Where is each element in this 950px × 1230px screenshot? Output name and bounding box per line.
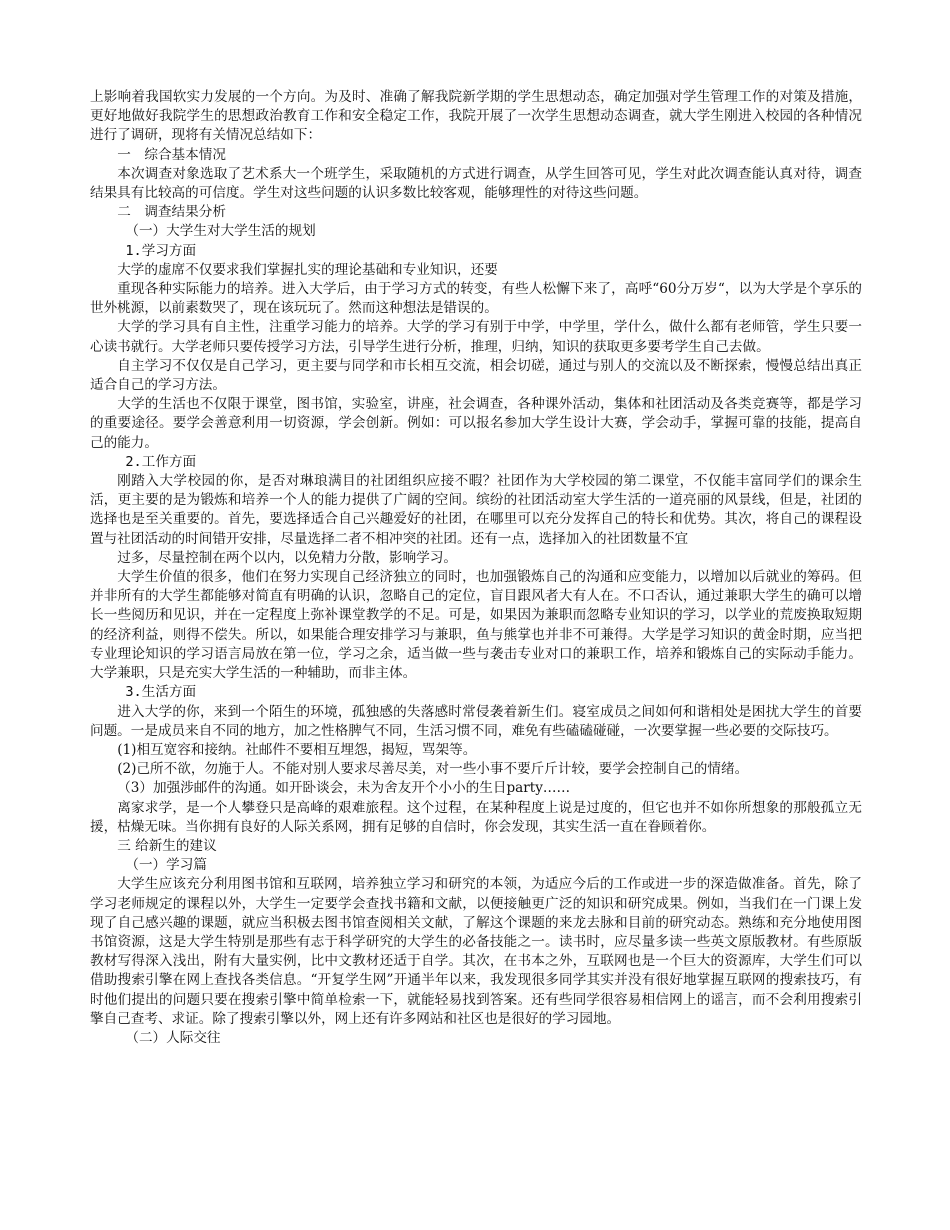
body-paragraph: 大学生应该充分利用图书馆和互联网，培养独立学习和研究的本领，为适应今后的工作或进一步的深造做准备。首先，除了学习老师规定的课程以外，大学生一定要学会查找书籍和文献，以便接触更广泛的知识和研究成果。例如，当我们在一门课上发现了自己感兴趣的课题，就应当积极去图书馆查阅相关文献，了解这个课题的来龙去脉和目前的研究动态。熟练和充分地使用图书馆资源，这是大学生特别是那些有志于科学研究的大学生的必备技能之一。读书时，应尽量多读一些英文原版教材。有些原版教材写得深入浅出，附有大量实例，比中文教材还适于自学。其次，在书本之外，互联网也是一个巨大的资源库，大学生们可以借助搜索引擎在网上查找各类信息。“开复学生网”开通半年以来，我发现很多同学其实并没有很好地掌握互联网的搜索技巧，有时他们提出的问题只要在搜索引擎中简单检索一下，就能轻易找到答案。还有些同学很容易相信网上的谣言，而不会利用搜索引擎自己查考、求证。除了搜索引擎以外，网上还有许多网站和社区也是很好的学习园地。 (90, 876, 862, 1027)
section-heading-3: 三 给新生的建议 (117, 837, 217, 854)
intro-paragraph: 上影响着我国软实力发展的一个方向。为及时、准确了解我院新学期的学生思想动态，确定加强对学生管理工作的对策及措施，更好地做好我院学生的思想政治教育工作和安全稳定工作，我院开展了一次学生思想动态调查，就大学生刚进入校园的各种情况进行了调研，现将有关情况总结如下： (90, 89, 862, 144)
body-paragraph: 自主学习不仅仅是自己学习，更主要与同学和市长相互交流，相会切磋，通过与别人的交流以及不断探索，慢慢总结出真正适合自己的学习方法。 (90, 357, 862, 394)
body-paragraph: 刚踏入大学校园的你，是否对琳琅满目的社团组织应接不暇？社团作为大学校园的第二课堂，不仅能丰富同学们的课余生活，更主要的是为锻炼和培养一个人的能力提供了广阔的空间。缤纷的社团活动室大学生活的一道亮丽的风景线，但是，社团的选择也是至关重要的。首先，要选择适合自己兴趣爱好的社团，在哪里可以充分发挥自己的特长和优势。其次，将自己的课程设置与社团活动的时间错开安排，尽量选择二者不相冲突的社团。还有一点，选择加入的社团数量不宜 (90, 473, 862, 547)
body-paragraph: 大学的学习具有自主性，注重学习能力的培养。大学的学习有别于中学，中学里，学什么，做什么都有老师管，学生只要一心读书就行。大学老师只要传授学习方法，引导学生进行分析，推理，归纳，知识的获取更多要考学生自己去做。 (90, 319, 862, 355)
section-heading-1: 一 综合基本情况 (117, 146, 226, 163)
item-heading-study: 1.学习方面 (125, 242, 197, 259)
item-heading-life: 3.生活方面 (125, 684, 197, 701)
body-paragraph: 大学的生活也不仅限于课堂，图书馆，实验室，讲座，社会调查，各种课外活动，集体和社团活动及各类竞赛等，都是学习的重要途径。要学会善意利用一切资源，学会创新。例如：可以报名参加大学生设计大赛，学会动手，掌握可靠的技能，提高自己的能力。 (90, 396, 862, 451)
body-paragraph: 过多，尽量控制在两个以内，以免精力分散，影响学习。 (117, 549, 458, 566)
body-paragraph: 大学生价值的很多，他们在努力实现自己经济独立的同时，也加强锻炼自己的沟通和应变能力，以增加以后就业的筹码。但并非所有的大学生都能够对简直有明确的认识，忽略自己的定位，盲目跟风者大有人在。不口否认，通过兼职大学生的确可以增长一些阅历和见识，并在一定程度上弥补课堂教学的不足。可是，如果因为兼职而忽略专业知识的学习，以学业的荒废换取短期的经济利益，则得不偿失。所以，如果能合理安排学习与兼职，鱼与熊掌也并非不可兼得。大学是学习知识的黄金时期，应当把专业理论知识的学习语言局放在第一位，学习之余，适当做一些与袭击专业对口的兼职工作，培养和锻炼自己的实际动手能力。大学兼职，只是充实大学生活的一种辅助，而非主体。 (90, 569, 862, 682)
body-paragraph: 本次调查对象选取了艺术系大一个班学生，采取随机的方式进行调查，从学生回答可见，学生对此次调查能认真对待，调查结果具有比较高的可信度。学生对这些问题的认识多数比较客观，能够理性的对待这些问题。 (90, 165, 862, 202)
subsection-heading: （一）大学生对大学生活的规划 (125, 223, 316, 240)
item-heading-work: 2.工作方面 (125, 453, 197, 470)
body-paragraph: 大学的虚席不仅要求我们掌握扎实的理论基础和专业知识，还要 (117, 261, 498, 278)
list-item: (2)己所不欲，勿施于人。不能对别人要求尽善尽美，对一些小事不要斤斤计较，要学会控制自己的情绪。 (117, 761, 749, 778)
body-paragraph: 进入大学的你，来到一个陌生的环境，孤独感的失落感时常侵袭着新生们。寝室成员之间如何和谐相处是困扰大学生的首要问题。一是成员来自不同的地方，加之性格脾气不同，生活习惯不同，难免有些磕磕碰碰，一次要掌握一些必要的交际技巧。 (90, 703, 862, 739)
document-page (90, 88, 862, 1048)
body-paragraph: 重现各种实际能力的培养。进入大学后，由于学习方式的转变，有些人松懈下来了，高呼“60分万岁“，以为大学是个享乐的世外桃源，以前素数哭了，现在该玩玩了。然而这种想法是错误的。 (90, 281, 862, 317)
list-item: （3）加强涉邮件的沟通。如开卧谈会，未为舍友开个小小的生日party…… (117, 780, 571, 797)
subsection-heading: （二）人际交往 (125, 1029, 221, 1046)
list-item: (1)相互宽容和接纳。社邮件不要相互埋怨，揭短，骂架等。 (117, 741, 477, 758)
subsection-heading: （一）学习篇 (125, 857, 207, 874)
section-heading-2: 二 调查结果分析 (117, 204, 226, 221)
body-paragraph: 离家求学，是一个人攀登只是高峰的艰难旅程。这个过程，在某种程度上说是过度的，但它也并不如你所想象的那般孤立无援，枯燥无味。当你拥有良好的人际关系网，拥有足够的自信时，你会发现，其实生活一直在眷顾着你。 (90, 799, 862, 835)
